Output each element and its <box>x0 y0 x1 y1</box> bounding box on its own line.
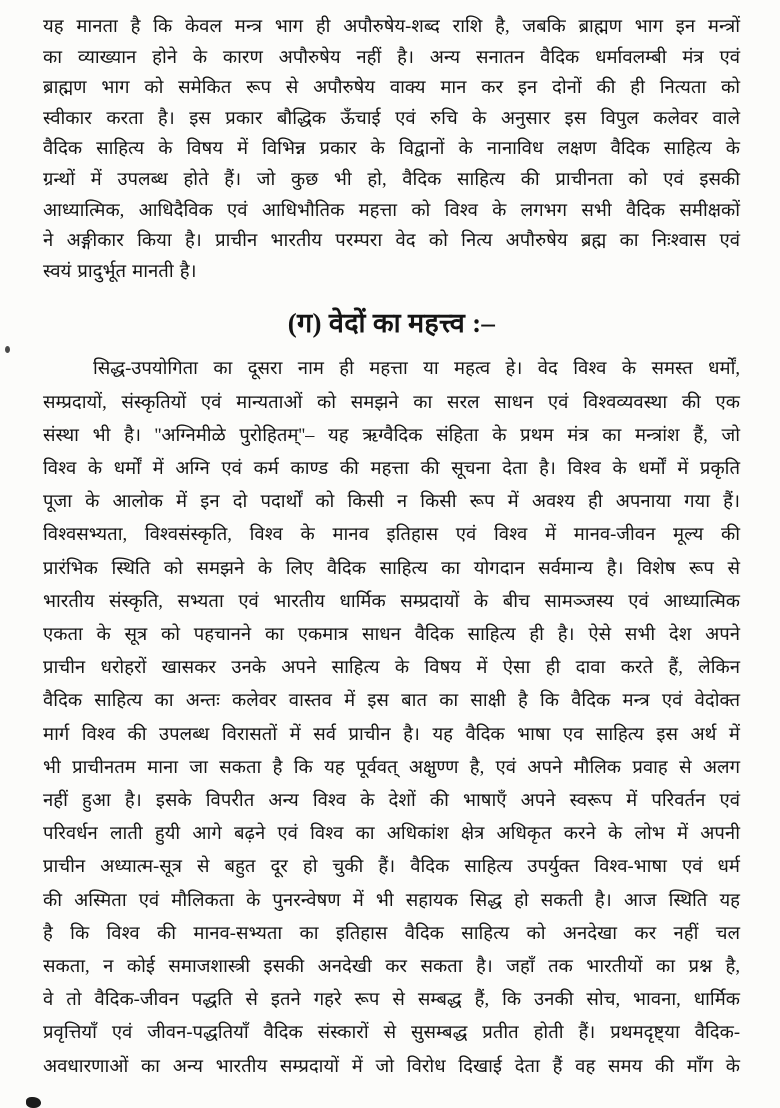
text-line: का व्याख्यान होने के कारण अपौरुषेय नहीं है। अन्य सनातन वैदिक धर्मावलम्बी मंत्र एवं <box>43 47 740 68</box>
text-line: स्वीकार करता है। इस प्रकार बौद्धिक ऊँचाई एवं रुचि के अनुसार इस विपुल कलेवर वाले <box>43 108 740 129</box>
text-line: एकता के सूत्र को पहचानने का एकमात्र साधन वैदिक साहित्य ही है। ऐसे सभी देश अपने <box>43 624 740 645</box>
text-line: परिवर्धन लाती हुयी आगे बढ़ने एवं विश्व का अधिकांश क्षेत्र अधिकृत करने के लोभ में अपनी <box>43 824 740 845</box>
text-line: है कि विश्व की मानव-सभ्यता का इतिहास वैदिक साहित्य को अनदेखा कर नहीं चल <box>43 923 740 944</box>
text-line: की अस्मिता एवं मौलिकता के पुनरन्वेषण में भी सहायक सिद्ध हो सकती है। आज स्थिति यह <box>43 890 740 911</box>
text-line: विश्वसभ्यता, विश्वसंस्कृति, विश्व के मानव इतिहास एवं विश्व में मानव-जीवन मूल्य की <box>43 525 740 546</box>
text-line: प्राचीन धरोहरों खासकर उनके अपने साहित्य के विषय में ऐसा ही दावा करते हैं, लेकिन <box>43 658 740 679</box>
text-line: अवधारणाओं का अन्य भारतीय सम्प्रदायों में जो विरोध दिखाई देता हैं वह समय की माँग के <box>43 1056 740 1077</box>
text-line: ग्रन्थों में उपलब्ध होते हैं। जो कुछ भी हो, वैदिक साहित्य की प्राचीनता को एवं इसकी <box>43 169 740 190</box>
paragraph-1 <box>43 12 740 287</box>
paragraph-2 <box>43 353 740 1083</box>
text-line: ने अङ्गीकार किया है। प्राचीन भारतीय परम्परा वेद को नित्य अपौरुषेय ब्रह्म का निःश्वास एवं <box>43 231 740 252</box>
text-line: आध्यात्मिक, आधिदैविक एवं आधिभौतिक महत्ता को विश्व के लगभग सभी वैदिक समीक्षकों <box>43 200 740 221</box>
text-line: वैदिक साहित्य का अन्तः कलेवर वास्तव में इस बात का साक्षी है कि वैदिक मन्त्र एवं वेदोक्त <box>43 691 740 712</box>
text-line: संस्था भी है। ''अग्निमीळे पुरोहितम्''– यह ऋग्वैदिक संहिता के प्रथम मंत्र का मन्त्रांश हैं, जो <box>43 425 740 446</box>
text-line: सम्प्रदायों, संस्कृतियों एवं मान्यताओं को समझने का सरल साधन एवं विश्वव्यवस्था की एक <box>43 392 740 413</box>
text-line: यह मानता है कि केवल मन्त्र भाग ही अपौरुषेय-शब्द राशि है, जबकि ब्राह्मण भाग इन मन्त्रों <box>43 17 740 37</box>
section-heading: (ग) वेदों का महत्त्व :– <box>287 308 496 339</box>
scan-artifact <box>5 346 10 353</box>
text-line: भी प्राचीनतम माना जा सकता है कि यह पूर्ववत् अक्षुण्ण है, एवं अपने मौलिक प्रवाह से अलग <box>43 757 740 778</box>
text-line: ब्राह्मण भाग को समेकित रूप से अपौरुषेय वाक्य मान कर इन दोनों की ही नित्यता को <box>43 78 740 99</box>
text-line: मार्ग विश्व की उपलब्ध विरासतों में सर्व प्राचीन है। यह वैदिक भाषा एव साहित्य इस अर्थ में <box>43 724 740 745</box>
text-line: वैदिक साहित्य के विषय में विभिन्न प्रकार के विद्वानों के नानाविध लक्षण वैदिक साहित्य के <box>43 139 740 160</box>
text-line: विश्व के धर्मों में अग्नि एवं कर्म काण्ड की महत्ता की सूचना देता है। विश्व के धर्मों में प्रकृति <box>43 458 740 479</box>
text-line: सकता, न कोई समाजशास्त्री इसकी अनदेखी कर सकता है। जहाँ तक भारतीयों का प्रश्न है, <box>43 957 740 977</box>
text-line: प्राचीन अध्यात्म-सूत्र से बहुत दूर हो चुकी हैं। वैदिक साहित्य उपर्युक्त विश्व-भाषा एवं धर्म <box>43 857 740 878</box>
text-line: प्रवृत्तियाँ एवं जीवन-पद्धतियाँ वैदिक संस्कारों से सुसम्बद्ध प्रतीत होती हैं। प्रथमदृष्ट्या वैदिक- <box>43 1023 740 1044</box>
scan-artifact <box>26 1097 41 1108</box>
text-line: नहीं हुआ है। इसके विपरीत अन्य विश्व के देशों की भाषाएँ अपने स्वरूप में परिवर्तन एवं <box>43 790 740 811</box>
text-line: प्रारंभिक स्थिति को समझने के लिए वैदिक साहित्य का योगदान सर्वमान्य है। विशेष रूप से <box>43 558 740 579</box>
text-line: वे तो वैदिक-जीवन पद्धति से इतने गहरे रूप से सम्बद्ध हैं, कि उनकी सोच, भावना, धार्मिक <box>43 990 740 1011</box>
text-line: सिद्ध-उपयोगिता का दूसरा नाम ही महत्ता या महत्व हे। वेद विश्व के समस्त धर्मों, <box>93 359 740 380</box>
text-line: भारतीय संस्कृति, सभ्यता एवं भारतीय धार्मिक सम्प्रदायों के बीच सामञ्जस्य एवं आध्यात्मिक <box>43 591 740 612</box>
text-line: पूजा के आलोक में इन दो पदार्थों को किसी न किसी रूप में अवश्य ही अपनाया गया हैं। <box>43 492 740 513</box>
text-line: स्वयं प्रादुर्भूत मानती है। <box>43 261 197 282</box>
